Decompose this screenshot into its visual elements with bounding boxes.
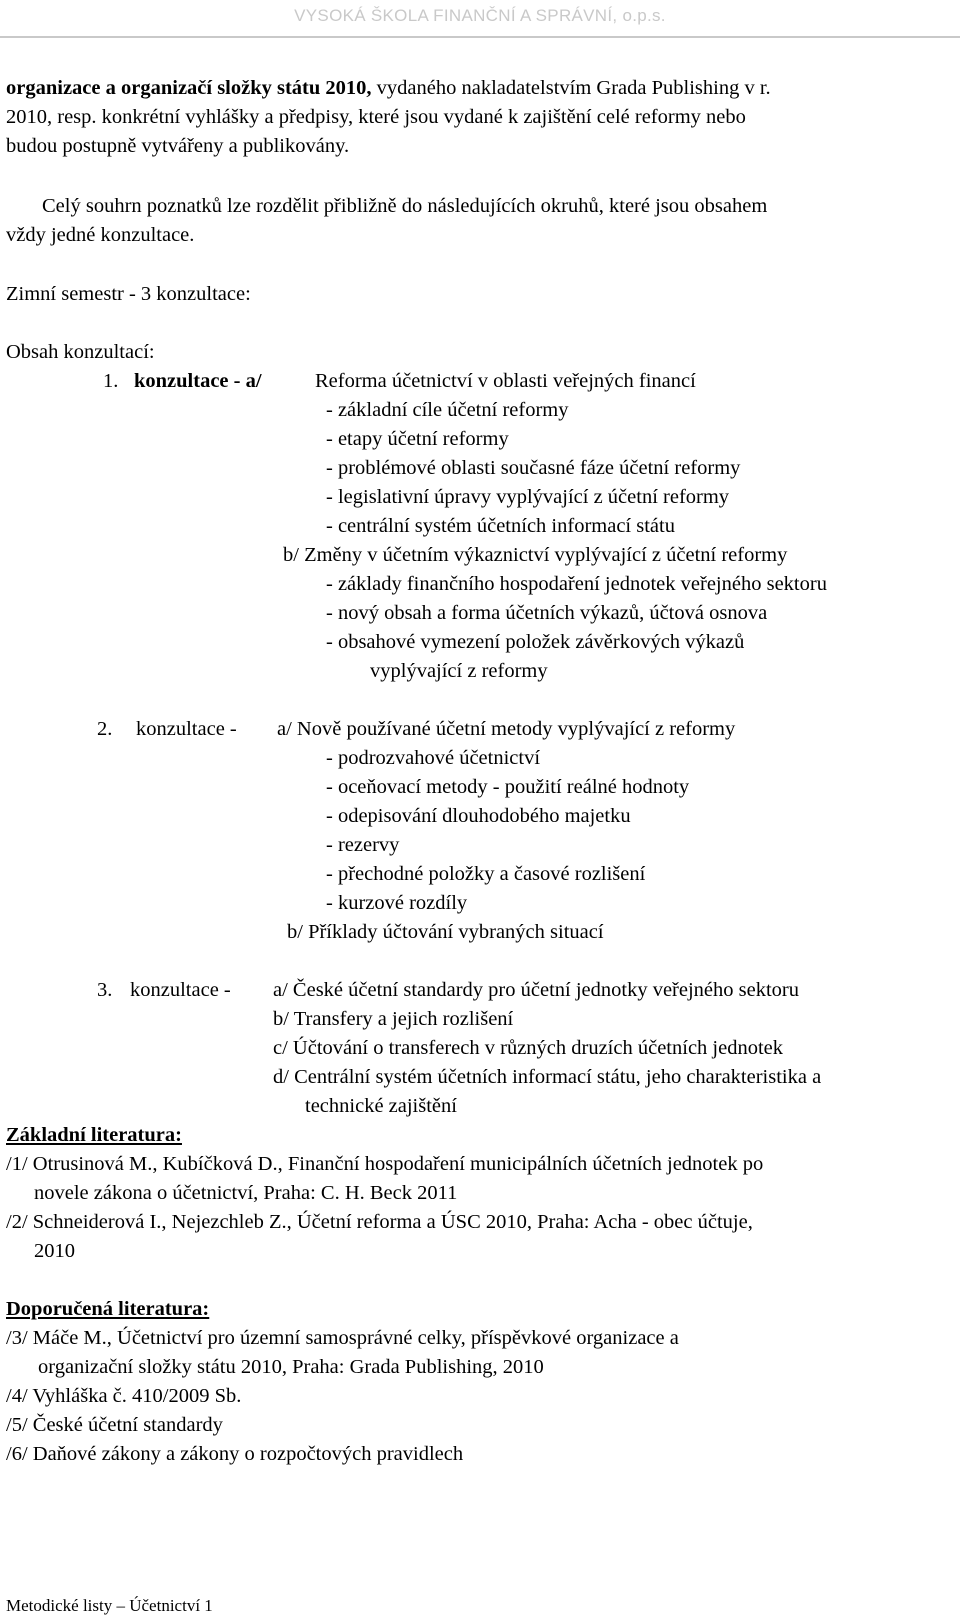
k3-item: a/ České účetní standardy pro účetní jednotky veřejného sektoru bbox=[273, 979, 800, 1001]
k2-number: 2. bbox=[97, 718, 113, 740]
k1-a-item: - základní cíle účetní reformy bbox=[326, 399, 569, 421]
content-heading: Obsah konzultací: bbox=[6, 341, 155, 363]
intro-line-3: budou postupně vytvářeny a publikovány. bbox=[6, 135, 350, 157]
k1-a-item: - centrální systém účetních informací státu bbox=[326, 515, 675, 537]
reference-entry: /6/ Daňové zákony a zákony o rozpočtových pravidlech bbox=[6, 1443, 464, 1465]
k2-a-item: - přechodné položky a časové rozlišení bbox=[326, 863, 646, 885]
summary-line-2: vždy jedné konzultace. bbox=[6, 224, 195, 246]
k3-item-continuation: technické zajištění bbox=[305, 1095, 457, 1117]
page-header: VYSOKÁ ŠKOLA FINANČNÍ A SPRÁVNÍ, o.p.s. bbox=[294, 6, 666, 25]
semester-heading: Zimní semestr - 3 konzultace: bbox=[6, 283, 251, 305]
k2-a-item: - oceňovací metody - použití reálné hodnoty bbox=[326, 776, 690, 798]
summary-line-1: Celý souhrn poznatků lze rozdělit přibližně do následujících okruhů, které jsou obsahem bbox=[42, 195, 768, 217]
reference-entry: /4/ Vyhláška č. 410/2009 Sb. bbox=[6, 1385, 242, 1407]
k2-a-item: - podrozvahové účetnictví bbox=[326, 747, 541, 769]
reference-entry: /3/ Máče M., Účetnictví pro územní samosprávné celky, příspěvkové organizace a bbox=[6, 1327, 679, 1349]
basic-literature-heading: Základní literatura: bbox=[6, 1124, 182, 1146]
k1-a-item: - legislativní úpravy vyplývající z účetní reformy bbox=[326, 486, 730, 508]
k1-b-continuation: vyplývající z reformy bbox=[370, 660, 548, 682]
k3-item: b/ Transfery a jejich rozlišení bbox=[273, 1008, 514, 1030]
reference-entry-cont: organizační složky státu 2010, Praha: Grada Publishing, 2010 bbox=[38, 1356, 544, 1378]
k1-b-item: - nový obsah a forma účetních výkazů, účtová osnova bbox=[326, 602, 768, 624]
k3-item: d/ Centrální systém účetních informací státu, jeho charakteristika a bbox=[273, 1066, 822, 1088]
k1-b-item: - základy finančního hospodaření jednotek veřejného sektoru bbox=[326, 573, 827, 595]
reference-entry: /5/ České účetní standardy bbox=[6, 1414, 223, 1436]
k1-a-title: Reforma účetnictví v oblasti veřejných financí bbox=[315, 370, 696, 392]
reference-entry-cont: novele zákona o účetnictví, Praha: C. H. Beck 2011 bbox=[34, 1182, 458, 1204]
k2-a-title: a/ Nově používané účetní metody vyplývající z reformy bbox=[277, 718, 736, 740]
k2-a-item: - odepisování dlouhodobého majetku bbox=[326, 805, 631, 827]
k1-a-item: - etapy účetní reformy bbox=[326, 428, 509, 450]
reference-entry-cont: 2010 bbox=[34, 1240, 75, 1262]
k1-number: 1. bbox=[103, 370, 119, 392]
intro-line-2: 2010, resp. konkrétní vyhlášky a předpisy, které jsou vydané k zajištění celé reformy nebo bbox=[6, 106, 746, 128]
k3-number: 3. bbox=[97, 979, 113, 1001]
k1-b-title: b/ Změny v účetním výkaznictví vyplývající z účetní reformy bbox=[283, 544, 788, 566]
reference-entry: /1/ Otrusinová M., Kubíčková D., Finanční hospodaření municipálních účetních jednotek po bbox=[6, 1153, 764, 1175]
k1-b-item: - obsahové vymezení položek závěrkových výkazů bbox=[326, 631, 745, 653]
k2-a-item: - rezervy bbox=[326, 834, 400, 856]
header-divider bbox=[0, 36, 960, 38]
k1-a-item: - problémové oblasti současné fáze účetní reformy bbox=[326, 457, 741, 479]
k1-label: konzultace - a/ bbox=[134, 370, 262, 392]
k2-a-item: - kurzové rozdíly bbox=[326, 892, 468, 914]
k2-label: konzultace - bbox=[136, 718, 237, 740]
recommended-literature-heading: Doporučená literatura: bbox=[6, 1298, 210, 1320]
page-footer: Metodické listy – Účetnictví 1 bbox=[6, 1596, 213, 1615]
intro-line-1 bbox=[6, 76, 771, 100]
k3-label: konzultace - bbox=[130, 979, 231, 1001]
intro-line-1-rest: vydaného nakladatelstvím Grada Publishing v r. bbox=[371, 77, 771, 99]
k3-item: c/ Účtování o transferech v různých druzích účetních jednotek bbox=[273, 1037, 784, 1059]
k2-b-title: b/ Příklady účtování vybraných situací bbox=[287, 921, 604, 943]
intro-line-1-bold: organizace a organizačí složky státu 2010, bbox=[6, 77, 372, 99]
reference-entry: /2/ Schneiderová I., Nejezchleb Z., Účetní reforma a ÚSC 2010, Praha: Acha - obec účtuje, bbox=[6, 1211, 753, 1233]
